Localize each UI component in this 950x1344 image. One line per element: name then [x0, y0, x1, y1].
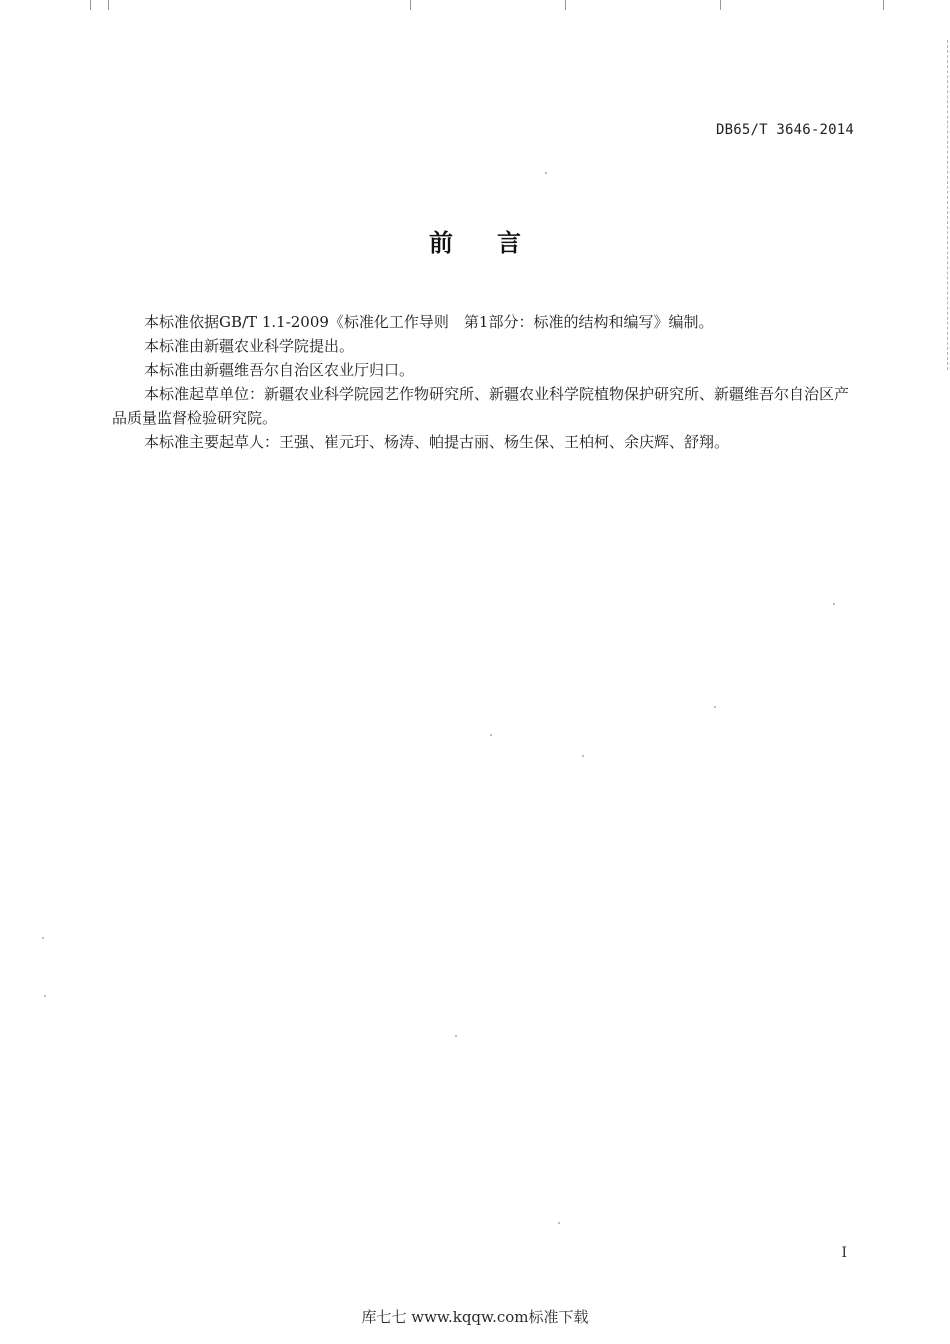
- footer-watermark: 库七七 www.kqqw.com标准下载: [361, 1308, 589, 1326]
- paragraph-proposer: 本标准由新疆农业科学院提出。: [144, 337, 355, 355]
- foreword-body: [112, 310, 858, 454]
- document-number: DB65/T 3646-2014: [715, 122, 854, 138]
- page-number: I: [841, 1245, 847, 1261]
- scan-speck: [558, 1222, 560, 1224]
- paragraph-administrator: 本标准由新疆维吾尔自治区农业厅归口。: [144, 361, 415, 379]
- scan-mark: [410, 0, 411, 10]
- scan-speck: [833, 603, 835, 605]
- scan-mark: [883, 0, 884, 10]
- scan-speck: [44, 995, 46, 997]
- paragraph-basis: 本标准依据GB/T 1.1-2009《标准化工作导则 第1部分：标准的结构和编写》编制。: [144, 313, 714, 331]
- scan-speck: [582, 755, 584, 757]
- scan-mark: [108, 0, 109, 10]
- scan-mark: [565, 0, 566, 10]
- scan-speck: [490, 734, 492, 736]
- scan-speck: [455, 1035, 457, 1037]
- scan-mark: [720, 0, 721, 10]
- scan-mark: [90, 0, 91, 10]
- scan-edge: [946, 40, 948, 370]
- scan-speck: [714, 706, 716, 708]
- paragraph-drafting-units: 本标准起草单位：新疆农业科学院园艺作物研究所、新疆农业科学院植物保护研究所、新疆维吾尔自治区产品质量监督检验研究院。: [112, 385, 850, 427]
- page-title: 前言: [429, 229, 565, 257]
- scan-speck: [42, 937, 44, 939]
- scan-speck: [545, 172, 547, 174]
- paragraph-drafters: 本标准主要起草人：王强、崔元玗、杨涛、帕提古丽、杨生保、王柏柯、余庆辉、舒翔。: [144, 433, 730, 451]
